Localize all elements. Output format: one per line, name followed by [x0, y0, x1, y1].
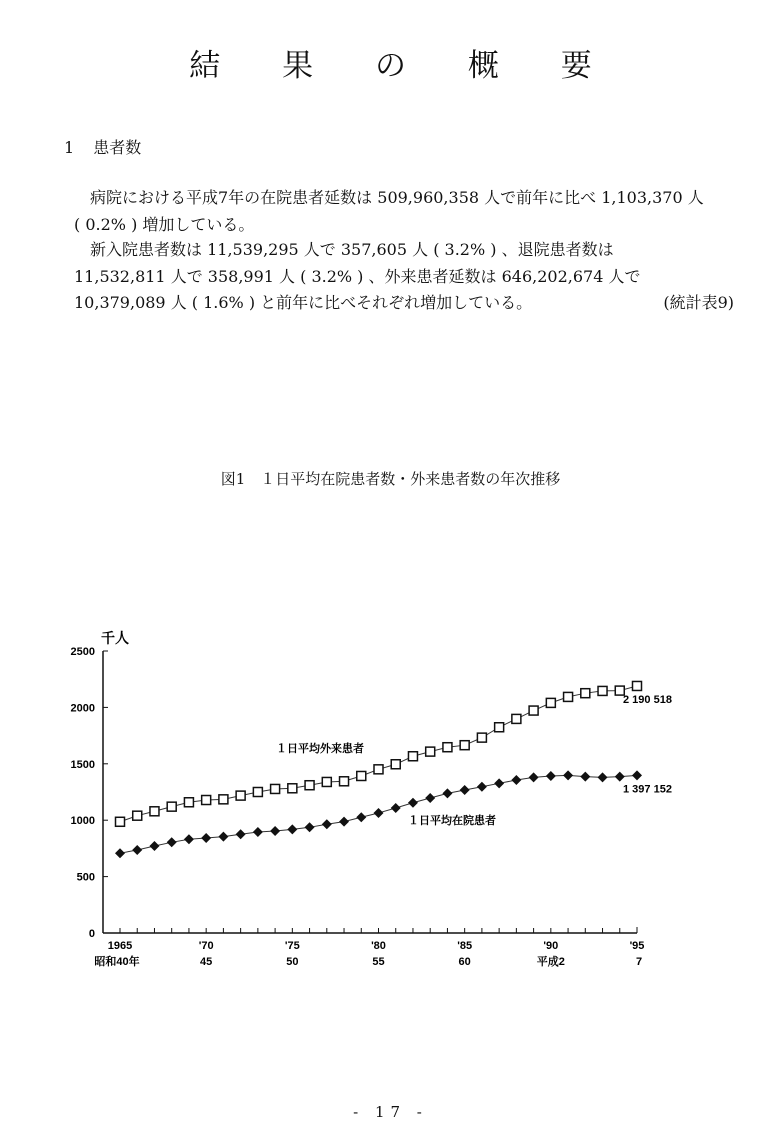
y-axis-unit-label: 千人	[101, 630, 129, 646]
data-point-inpatients	[391, 803, 401, 813]
data-point-outpatients	[116, 817, 125, 826]
y-tick-label: 2500	[70, 646, 95, 658]
data-point-outpatients	[581, 689, 590, 698]
data-point-inpatients	[460, 785, 470, 795]
data-point-inpatients	[305, 822, 315, 832]
data-point-inpatients	[494, 778, 504, 788]
x-tick-label-japanese: 55	[372, 956, 385, 968]
data-point-outpatients	[202, 796, 211, 805]
page-title: 結 果 の 概 要	[189, 48, 618, 84]
paragraph-line: ( 0.2% ) 増加している。	[74, 214, 255, 234]
x-tick-label: '70	[198, 940, 214, 952]
data-point-inpatients	[149, 841, 159, 851]
data-point-outpatients	[305, 781, 314, 790]
data-point-inpatients	[201, 833, 211, 843]
chart-axes	[71, 630, 645, 968]
x-tick-label-japanese: 昭和40年	[94, 956, 140, 968]
data-point-outpatients	[408, 752, 417, 761]
section-heading	[64, 135, 141, 158]
data-point-inpatients	[477, 782, 487, 792]
data-point-outpatients	[150, 807, 159, 816]
data-point-outpatients	[288, 784, 297, 793]
paragraph-line: 10,379,089 人 ( 1.6% ) と前年に比べそれぞれ増加している。	[74, 293, 533, 312]
data-point-inpatients	[529, 772, 539, 782]
series-end-value-label: 2 190 518	[623, 693, 672, 706]
data-point-inpatients	[374, 808, 384, 818]
data-point-outpatients	[322, 777, 331, 786]
data-point-outpatients	[443, 743, 452, 752]
data-point-outpatients	[184, 798, 193, 807]
data-point-inpatients	[546, 771, 556, 781]
chart-labels	[276, 694, 672, 827]
data-point-outpatients	[426, 747, 435, 756]
figure-caption: 図1 １日平均在院患者数・外来患者数の年次推移	[220, 470, 561, 488]
data-point-inpatients	[184, 834, 194, 844]
data-point-inpatients	[632, 770, 642, 780]
data-point-outpatients	[477, 733, 486, 742]
page-number: - 17 -	[353, 1103, 428, 1121]
y-tick-label: 1500	[70, 758, 95, 771]
statistics-table-reference: (統計表9)	[663, 293, 734, 312]
x-tick-label: 1965	[107, 940, 133, 952]
data-point-outpatients	[133, 811, 142, 820]
data-point-outpatients	[236, 791, 245, 800]
data-point-outpatients	[374, 765, 383, 774]
data-point-inpatients	[132, 845, 142, 855]
x-tick-label-japanese: 45	[200, 956, 213, 968]
y-tick-label: 0	[88, 928, 95, 940]
series-line-outpatients	[120, 686, 637, 822]
y-tick-label: 1000	[70, 815, 95, 828]
data-point-inpatients	[270, 826, 280, 836]
data-point-inpatients	[408, 798, 418, 808]
data-point-outpatients	[391, 760, 400, 769]
data-point-outpatients	[253, 788, 262, 797]
paragraph-line: 病院における平成7年の在院患者延数は 509,960,358 人で前年に比べ 1,103,370 人	[90, 188, 704, 207]
paragraph-line: 11,532,811 人で 358,991 人 ( 3.2% ) 、外来患者延数は 646,202,674 人で	[74, 266, 641, 286]
data-point-outpatients	[529, 706, 538, 715]
x-tick-label-japanese: 平成2	[536, 956, 565, 968]
data-point-outpatients	[598, 686, 607, 695]
x-tick-label-japanese: 60	[458, 956, 471, 968]
x-tick-label: '95	[629, 940, 645, 952]
data-point-inpatients	[425, 793, 435, 803]
series-name-label-inpatients: １日平均在院患者	[408, 815, 496, 827]
data-point-outpatients	[271, 784, 280, 793]
data-point-inpatients	[615, 772, 625, 782]
paragraph-line-wrap	[74, 290, 734, 317]
data-point-outpatients	[512, 714, 521, 723]
paragraph-line: 新入院患者数は 11,539,295 人で 357,605 人 ( 3.2% ) 、退院患者数は	[90, 240, 614, 259]
x-tick-label: '80	[371, 940, 386, 952]
data-point-inpatients	[356, 812, 366, 822]
data-point-inpatients	[511, 775, 521, 785]
data-point-outpatients	[633, 681, 642, 690]
y-tick-label: 2000	[70, 702, 95, 715]
data-point-outpatients	[546, 698, 555, 707]
data-point-outpatients	[340, 777, 349, 786]
data-point-inpatients	[339, 817, 349, 827]
series-name-label-outpatients: １日平均外来患者	[276, 743, 364, 755]
series-end-value-label: 1 397 152	[623, 783, 672, 796]
paragraph-inpatient-days	[74, 185, 734, 238]
section-number: 1	[64, 138, 75, 157]
data-point-inpatients	[598, 772, 608, 782]
data-point-inpatients	[322, 819, 332, 829]
data-point-inpatients	[115, 848, 125, 858]
section-title: 患者数	[93, 138, 142, 157]
x-tick-label-japanese: 7	[635, 956, 643, 968]
data-point-inpatients	[218, 832, 228, 842]
data-point-outpatients	[460, 741, 469, 750]
data-point-inpatients	[287, 824, 297, 834]
x-tick-label-japanese: 50	[286, 956, 299, 968]
y-tick-label: 500	[76, 871, 95, 884]
data-point-inpatients	[236, 829, 246, 839]
data-point-outpatients	[219, 795, 228, 804]
data-point-inpatients	[253, 827, 263, 837]
data-point-outpatients	[564, 692, 573, 701]
data-point-outpatients	[167, 802, 176, 811]
data-point-outpatients	[357, 771, 366, 780]
x-tick-label: '85	[457, 940, 473, 952]
data-point-inpatients	[167, 837, 177, 847]
chart-series	[115, 681, 642, 858]
data-point-inpatients	[563, 770, 573, 780]
x-tick-label: '75	[284, 940, 300, 952]
paragraph-admissions	[74, 237, 734, 317]
data-point-inpatients	[580, 772, 590, 782]
line-chart	[0, 600, 781, 990]
x-tick-label: '90	[543, 940, 559, 952]
data-point-inpatients	[442, 788, 452, 798]
data-point-outpatients	[495, 723, 504, 732]
